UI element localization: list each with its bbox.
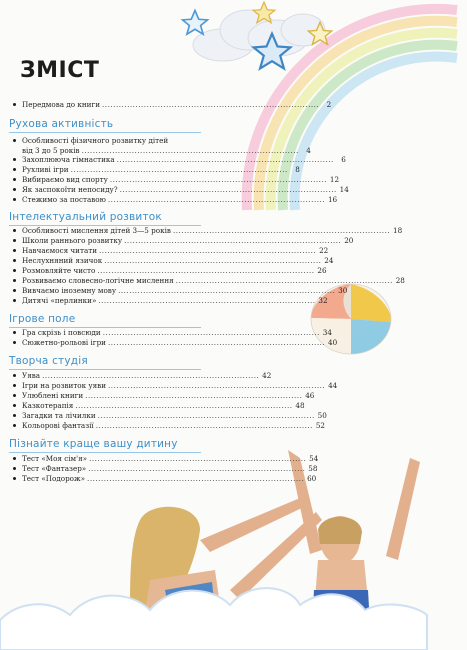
toc-page-number: 50 [317, 411, 327, 420]
bullet-icon [13, 404, 16, 407]
toc-item-label: Уява [22, 371, 41, 380]
toc-page-number: 24 [324, 256, 334, 265]
toc-item[interactable] [22, 296, 328, 306]
leader-dots: .............................................................................. [88, 464, 306, 473]
section-title-play-field: Ігрове поле [9, 313, 76, 325]
toc-item[interactable] [22, 136, 311, 156]
toc-item-label: Школи раннього розвитку [22, 236, 123, 245]
leader-dots: .............................................................................. [87, 474, 305, 483]
bullet-icon [13, 259, 16, 262]
toc-page-number: 16 [327, 195, 338, 204]
toc-page-number: 4 [306, 146, 311, 155]
toc-page-number: 52 [315, 421, 325, 430]
toc-item[interactable] [22, 155, 346, 165]
toc-item[interactable] [22, 454, 319, 464]
toc-item-label: Тест «Моя сім'я» [22, 454, 88, 463]
toc-item-label: Неслухняний язичок [22, 256, 103, 265]
leader-dots: .............................................................................. [102, 328, 320, 337]
leader-dots: .............................................................................. [42, 371, 260, 380]
toc-page-number: 42 [262, 371, 272, 380]
leader-dots: .............................................................................. [118, 286, 336, 295]
toc-item-label: Сюжетно-рольові ігри [22, 338, 106, 347]
toc-item-label: Захоплююча гімнастика [22, 155, 115, 164]
leader-dots: .............................................................................. [107, 338, 326, 347]
toc-item-label: Розвиваємо словесно-логічне мислення [22, 276, 174, 285]
bullet-icon [13, 178, 16, 181]
bullet-icon [13, 269, 16, 272]
bullet-icon [13, 139, 16, 142]
toc-item[interactable] [22, 338, 338, 348]
toc-page-number: 20 [344, 236, 354, 245]
toc-item-label: Гра скрізь і повсюди [22, 328, 101, 337]
toc-item-label: Вибираємо вид спорту [22, 175, 108, 184]
section-title-creative-studio: Творча студія [9, 355, 88, 367]
toc-item-label: Навчаємося читати [22, 246, 97, 255]
bullet-icon [13, 289, 16, 292]
leader-dots: .............................................................................. [97, 266, 315, 275]
toc-item[interactable] [22, 391, 315, 401]
section-title-intellectual-development: Інтелектуальний розвиток [9, 211, 162, 223]
bullet-icon [13, 279, 16, 282]
toc-item-label: Як заспокоїти непосиду? [22, 185, 118, 194]
toc-item[interactable] [22, 266, 327, 276]
bullet-icon [13, 424, 16, 427]
leader-dots: .............................................................................. [99, 246, 317, 255]
bullet-icon [13, 103, 16, 106]
section-title-know-your-child: Пізнайте краще вашу дитину [9, 438, 178, 450]
bullet-icon [13, 374, 16, 377]
toc-page-number: 8 [295, 165, 300, 174]
toc-item-label: Тест «Подорож» [22, 474, 86, 483]
toc-item-label: Вивчаємо іноземну мову [22, 286, 117, 295]
page-title: ЗМІСТ [20, 58, 100, 83]
toc-item[interactable] [22, 401, 305, 411]
toc-item-label-line1: Особливості фізичного розвитку дітей [22, 136, 169, 145]
bullet-icon [13, 331, 16, 334]
leader-dots: .............................................................................. [75, 401, 293, 410]
bullet-icon [13, 198, 16, 201]
bullet-icon [13, 477, 16, 480]
toc-item-label: Казкотерапія [22, 401, 74, 410]
bullet-icon [13, 457, 16, 460]
toc-item-label: від 3 до 5 років [22, 146, 80, 155]
leader-dots: .............................................................................. [98, 296, 316, 305]
toc-item[interactable] [22, 286, 348, 296]
toc-item-label: Дитячі «перлинки» [22, 296, 97, 305]
toc-page-number: 2 [326, 100, 332, 109]
toc-page-number: 12 [329, 175, 340, 184]
toc-page-number: 54 [309, 454, 319, 463]
bullet-icon [13, 341, 16, 344]
toc-page-number: 28 [395, 276, 405, 285]
bullet-icon [13, 168, 16, 171]
toc-item[interactable] [22, 195, 338, 205]
toc-item-label: Особливості мислення дітей 3—5 років [22, 226, 171, 235]
toc-item[interactable] [22, 226, 403, 236]
toc-page-number: 32 [318, 296, 328, 305]
leader-dots: .............................................................................. [102, 100, 320, 109]
star-icon [248, 0, 280, 26]
bullet-icon [13, 467, 16, 470]
toc-item-intro[interactable] [22, 100, 332, 110]
leader-dots: .............................................................................. [108, 381, 326, 390]
toc-item-label: Улюблені книги [22, 391, 84, 400]
leader-dots: .............................................................................. [70, 165, 288, 174]
toc-item[interactable] [22, 165, 300, 175]
section-title-motor-activity: Рухова активність [9, 118, 114, 130]
star-icon [306, 20, 334, 48]
toc-page-number: 46 [305, 391, 315, 400]
toc-item-label: Стежимо за поставою [22, 195, 106, 204]
bullet-icon [13, 239, 16, 242]
toc-item-label: Рухливі ігри [22, 165, 69, 174]
toc-item[interactable] [22, 371, 272, 381]
toc-page-number: 22 [319, 246, 329, 255]
toc-item[interactable] [22, 464, 318, 474]
toc-item-label: Кольорові фантазії [22, 421, 94, 430]
toc-item[interactable] [22, 246, 329, 256]
leader-dots: .............................................................................. [89, 454, 307, 463]
bullet-icon [13, 229, 16, 232]
leader-dots: .............................................................................. [116, 155, 334, 164]
bullet-icon [13, 414, 16, 417]
leader-dots: .............................................................................. [119, 185, 337, 194]
bullet-icon [13, 394, 16, 397]
toc-item[interactable] [22, 474, 317, 484]
section-divider [9, 369, 201, 370]
toc-page-number: 30 [338, 286, 348, 295]
toc-item-label: Ігри на розвиток уяви [22, 381, 107, 390]
leader-dots: .............................................................................. [107, 195, 326, 204]
leader-dots: .............................................................................. [81, 146, 299, 155]
toc-page-number: 6 [341, 155, 346, 164]
toc-item[interactable] [22, 381, 338, 391]
toc-page-number: 34 [322, 328, 332, 337]
bullet-icon [13, 188, 16, 191]
bullet-icon [13, 384, 16, 387]
toc-item[interactable] [22, 236, 354, 246]
toc-page-number: 58 [308, 464, 318, 473]
section-divider [9, 132, 201, 133]
toc-item[interactable] [22, 411, 327, 421]
leader-dots: .............................................................................. [95, 421, 313, 430]
leader-dots: .............................................................................. [124, 236, 342, 245]
leader-dots: .............................................................................. [172, 226, 391, 235]
toc-item[interactable] [22, 421, 325, 431]
toc-item[interactable] [22, 185, 349, 195]
toc-item[interactable] [22, 175, 340, 185]
toc-item[interactable] [22, 256, 334, 266]
toc-page-number: 60 [307, 474, 317, 483]
toc-item-label: Тест «Фантазер» [22, 464, 87, 473]
toc-page-number: 40 [328, 338, 338, 347]
bullet-icon [13, 299, 16, 302]
toc-item[interactable] [22, 328, 332, 338]
leader-dots: .............................................................................. [85, 391, 303, 400]
section-divider [9, 452, 201, 453]
leader-dots: .............................................................................. [109, 175, 328, 184]
bullet-icon [13, 158, 16, 161]
toc-item-label: Загадки та лічилки [22, 411, 96, 420]
leader-dots: .............................................................................. [97, 411, 315, 420]
toc-page-number: 14 [339, 185, 349, 194]
toc-item-label: Передмова до книги [22, 100, 101, 109]
toc-page-number: 26 [317, 266, 327, 275]
toc-item-label: Розмовляйте чисто [22, 266, 96, 275]
star-icon [180, 8, 210, 38]
toc-page-number: 44 [328, 381, 338, 390]
cloud-icon [0, 560, 427, 650]
toc-item[interactable] [22, 276, 405, 286]
leader-dots: .............................................................................. [175, 276, 393, 285]
bullet-icon [13, 249, 16, 252]
leader-dots: .............................................................................. [104, 256, 322, 265]
toc-page-number: 18 [393, 226, 403, 235]
star-icon [250, 30, 294, 74]
toc-page-number: 48 [295, 401, 305, 410]
